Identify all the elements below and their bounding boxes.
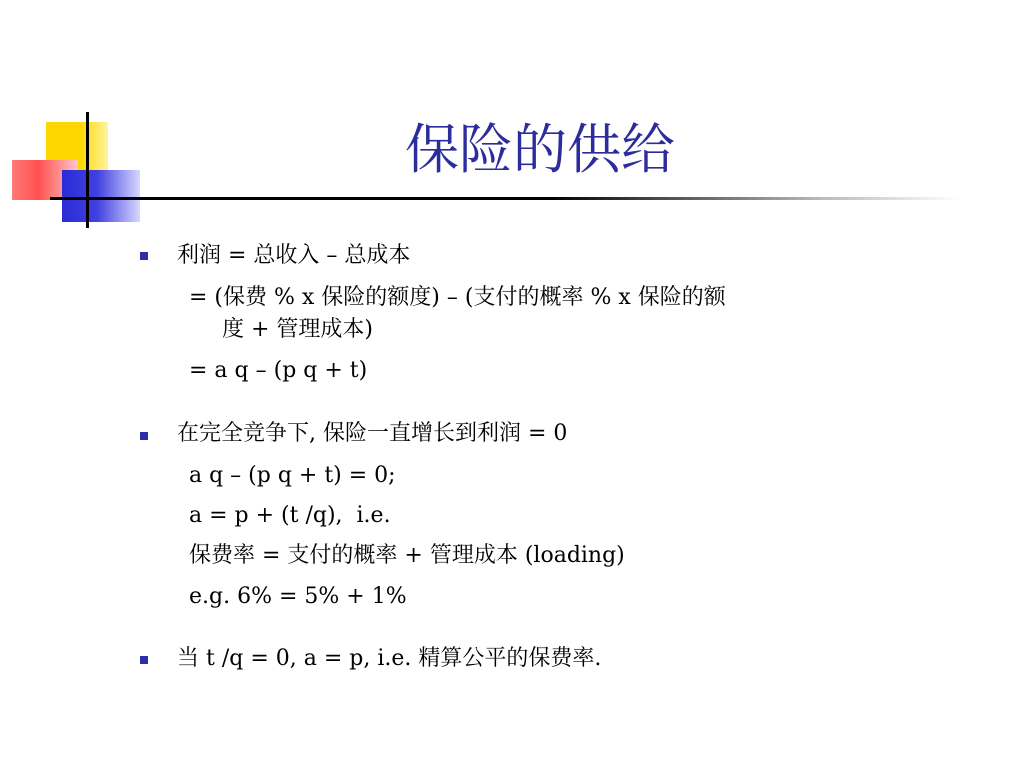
bullet-1-sub-2: 度 + 管理成本) bbox=[222, 317, 374, 342]
decor-blue-square bbox=[62, 170, 140, 222]
bullet-2-text: 在完全竞争下, 保险一直增长到利润 = 0 bbox=[177, 421, 568, 446]
bullet-2-sub-1: a q – (p q + t) = 0; bbox=[189, 463, 396, 488]
bullet-3-text: 当 t /q = 0, a = p, i.e. 精算公平的保费率. bbox=[177, 646, 602, 671]
bullet-1-sub-1: = (保费 % x 保险的额度) – (支付的概率 % x 保险的额 bbox=[189, 285, 726, 310]
title-decoration bbox=[0, 0, 140, 240]
decor-vertical-line bbox=[86, 112, 89, 228]
bullet-1-sub-3: = a q – (p q + t) bbox=[189, 358, 368, 383]
bullet-marker bbox=[140, 432, 148, 440]
bullet-2-sub-3: 保费率 = 支付的概率 + 管理成本 (loading) bbox=[189, 543, 625, 568]
bullet-2-sub-4: e.g. 6% = 5% + 1% bbox=[189, 584, 407, 609]
bullet-1-text: 利润 = 总收入 – 总成本 bbox=[177, 243, 411, 268]
bullet-2-sub-2: a = p + (t /q), i.e. bbox=[189, 503, 391, 528]
title-underline bbox=[50, 197, 960, 200]
bullet-marker bbox=[140, 252, 148, 260]
bullet-marker bbox=[140, 656, 148, 664]
slide-title: 保险的供给 bbox=[405, 118, 675, 181]
